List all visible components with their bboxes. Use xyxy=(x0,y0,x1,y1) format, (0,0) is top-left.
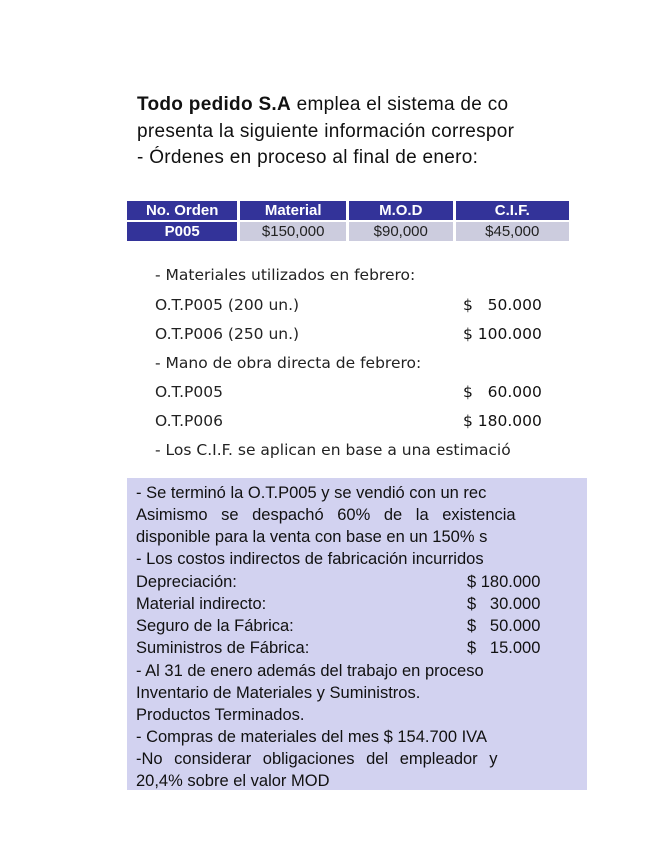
cost-label: Suministros de Fábrica: xyxy=(136,639,310,657)
labor-amount: $ 60.000 xyxy=(463,383,542,401)
box-line: 20,4% sobre el valor MOD xyxy=(136,772,330,790)
cost-amount: $ 30.000 xyxy=(467,595,541,613)
cell-material: $150,000 xyxy=(240,222,346,241)
header-material: Material xyxy=(240,201,346,220)
header-mod: M.O.D xyxy=(349,201,453,220)
header-cif: C.I.F. xyxy=(456,201,569,220)
box-line: - Al 31 de enero además del trabajo en proceso xyxy=(136,662,484,680)
cost-label: Depreciación: xyxy=(136,573,237,591)
intro-line-2: presenta la siguiente información correspor xyxy=(137,121,515,142)
labor-label: O.T.P005 xyxy=(155,383,223,401)
cell-cif: $45,000 xyxy=(456,222,569,241)
intro-line-3: - Órdenes en proceso al final de enero: xyxy=(137,147,479,168)
box-line: - Los costos indirectos de fabricación incurridos xyxy=(136,550,484,568)
box-line: Productos Terminados. xyxy=(136,706,305,724)
table-row xyxy=(127,222,569,241)
materials-amount: $ 100.000 xyxy=(463,325,542,343)
cell-mod: $90,000 xyxy=(349,222,453,241)
box-line: disponible para la venta con base en un 150% s xyxy=(136,528,488,546)
box-line: - Compras de materiales del mes $ 154.700 IVA xyxy=(136,728,487,746)
table-header-row xyxy=(127,201,569,220)
cost-label: Seguro de la Fábrica: xyxy=(136,617,294,635)
cost-amount: $ 15.000 xyxy=(467,639,541,657)
cost-amount: $ 50.000 xyxy=(467,617,541,635)
labor-title: - Mano de obra directa de febrero: xyxy=(155,354,422,372)
materials-amount: $ 50.000 xyxy=(463,296,542,314)
labor-amount: $ 180.000 xyxy=(463,412,542,430)
cost-amount: $ 180.000 xyxy=(467,573,541,591)
materials-label: O.T.P005 (200 un.) xyxy=(155,296,300,314)
cif-note: - Los C.I.F. se aplican en base a una estimació xyxy=(155,441,511,459)
company-name: Todo pedido S.A xyxy=(137,94,292,115)
box-line: Asimismo se despachó 60% de la existencia xyxy=(136,506,516,524)
cell-orden: P005 xyxy=(127,222,237,241)
box-line: Inventario de Materiales y Suministros. xyxy=(136,684,421,702)
materials-title: - Materiales utilizados en febrero: xyxy=(155,266,416,284)
box-line: -No considerar obligaciones del empleador y xyxy=(136,750,498,768)
cost-label: Material indirecto: xyxy=(136,595,267,613)
labor-label: O.T.P006 xyxy=(155,412,223,430)
header-orden: No. Orden xyxy=(127,201,237,220)
materials-label: O.T.P006 (250 un.) xyxy=(155,325,300,343)
box-line: - Se terminó la O.T.P005 y se vendió con un rec xyxy=(136,484,487,502)
orders-table xyxy=(124,199,572,243)
intro-line-1: Todo pedido S.A emplea el sistema de co xyxy=(137,94,509,115)
